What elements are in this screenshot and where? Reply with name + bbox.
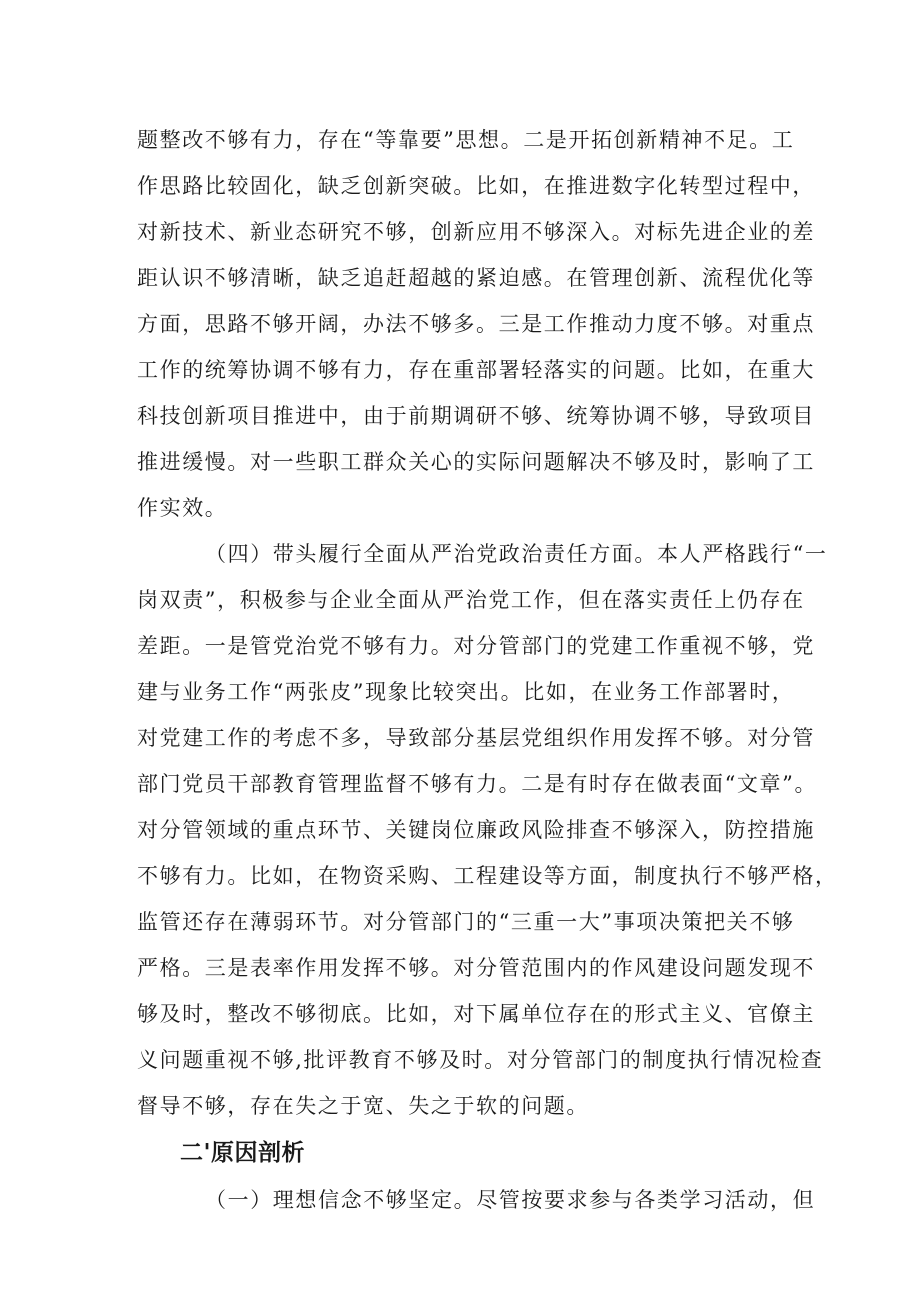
text-line: 对新技术、新业态研究不够，创新应用不够深入。对标先进企业的差: [137, 220, 815, 244]
section-heading: 二'原因剖析: [180, 1140, 306, 1166]
text-line: 工作的统筹协调不够有力，存在重部署轻落实的问题。比如，在重大: [137, 358, 815, 382]
text-line: 不够有力。比如，在物资采购、工程建设等方面，制度执行不够严格，: [137, 864, 838, 888]
text-line: 岗双责”，积极参与企业全面从严治党工作，但在落实责任上仍存在: [137, 588, 805, 612]
text-line: 建与业务工作“两张皮”现象比较突出。比如，在业务工作部署时，: [137, 680, 795, 704]
text-line: 科技创新项目推进中，由于前期调研不够、统筹协调不够，导致项目: [137, 404, 815, 428]
text-line: 方面，思路不够开阔，办法不够多。三是工作推动力度不够。对重点: [137, 312, 815, 336]
text-line: 对分管领域的重点环节、关键岗位廉政风险排查不够深入，防控措施: [137, 818, 815, 842]
text-line: （一）理想信念不够坚定。尽管按要求参与各类学习活动，但: [205, 1188, 816, 1212]
text-line: 作实效。: [137, 496, 228, 520]
text-line: 差距。一是管党治党不够有力。对分管部门的党建工作重视不够，党: [137, 634, 815, 658]
text-line: 部门党员干部教育管理监督不够有力。二是有时存在做表面“文章”。: [137, 772, 818, 796]
text-line: 作思路比较固化，缺乏创新突破。比如，在推进数字化转型过程中，: [137, 174, 815, 198]
text-line: 严格。三是表率作用发挥不够。对分管范围内的作风建设问题发现不: [137, 956, 815, 980]
text-line: 推进缓慢。对一些职工群众关心的实际问题解决不够及时，影响了工: [137, 450, 815, 474]
text-line: （四）带头履行全面从严治党政治责任方面。本人严格践行“一: [205, 542, 828, 566]
text-line: 题整改不够有力，存在“等靠要”思想。二是开拓创新精神不足。工: [137, 128, 795, 152]
text-line: 对党建工作的考虑不多，导致部分基层党组织作用发挥不够。对分管: [137, 726, 815, 750]
text-line: 督导不够，存在失之于宽、失之于软的问题。: [137, 1094, 589, 1118]
text-line: 义问题重视不够,批评教育不够及时。对分管部门的制度执行情况检查: [137, 1048, 824, 1072]
text-line: 够及时，整改不够彻底。比如，对下属单位存在的形式主义、官僚主: [137, 1002, 815, 1026]
text-line: 监管还存在薄弱环节。对分管部门的“三重一大”事项决策把关不够: [137, 910, 795, 934]
text-line: 距认识不够清晰，缺乏追赶超越的紧迫感。在管理创新、流程优化等: [137, 266, 815, 290]
